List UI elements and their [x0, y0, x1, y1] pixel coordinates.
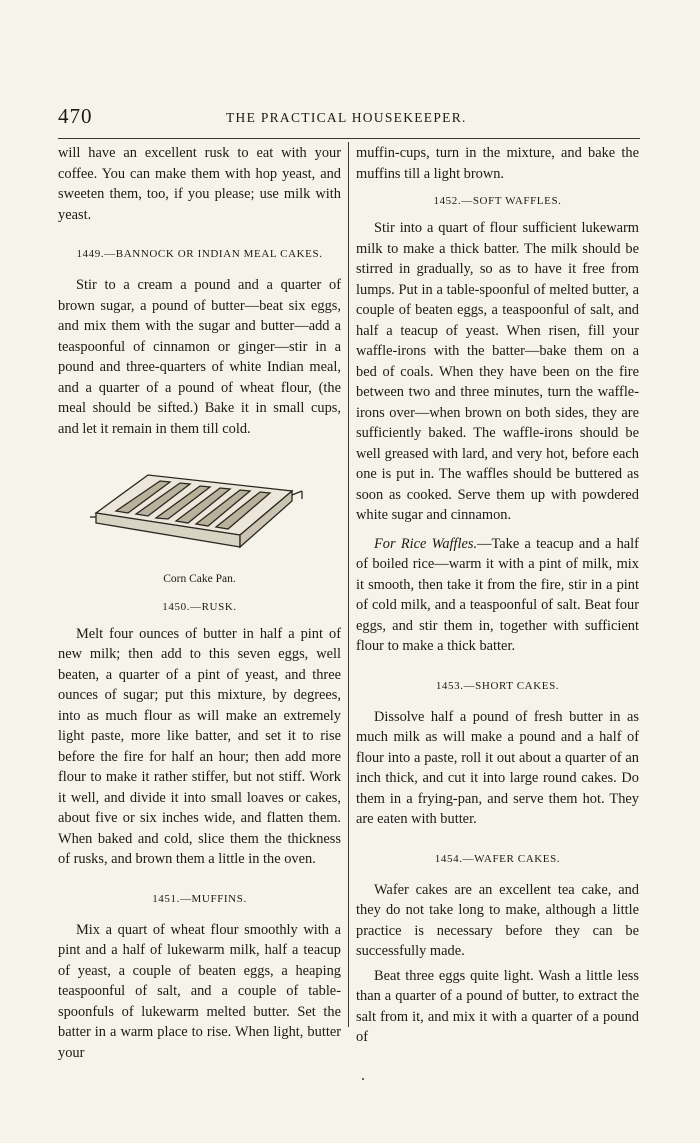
left-column: [58, 143, 341, 1063]
figure-caption: Corn Cake Pan.: [163, 573, 236, 585]
continued-paragraph: muffin-cups, turn in the mixture, and bake the muffins till a light brown.: [356, 145, 639, 182]
recipe-text-1454-b: Beat three eggs quite light. Wash a little less than a quarter of a pound of butter, to extract the salt from it, and mix it with a quarter of a pound of: [356, 967, 639, 1045]
recipe-text-1451: Mix a quart of wheat flour smoothly with a pint and a half of lukewarm milk, half a teacup of yeast, a couple of beaten eggs, a heaping teaspoonful of salt, and a couple of table-spoonfuls of lukewarm melted butter. Set the batter in a warm place to rise. When light, butter your: [58, 921, 341, 1061]
page-number: 470: [58, 104, 93, 128]
recipe-heading-1452: 1452.—SOFT WAFFLES.: [433, 195, 562, 207]
recipe-heading-1449: 1449.—BANNOCK OR INDIAN MEAL CAKES.: [76, 248, 323, 260]
page-header: [58, 104, 640, 132]
recipe-text-1453: Dissolve half a pound of fresh butter in as much milk as will make a pound and a half of flour into a paste, roll it out about a quarter of an inch thick, and cut it into large round cakes. Do them in a frying-pan, and serve them hot. They are eaten with butter.: [356, 708, 639, 827]
rice-waffles-paragraph: [356, 534, 639, 657]
print-speck: [362, 1078, 364, 1080]
rice-waffles-text: —Take a teacup and a half of boiled rice—warm it with a pint of milk, mix it smooth, then take it from the fire, stir in a pint of cold milk, and a teaspoonful of salt. Beat four eggs, and stir them in, together with sufficient flour to make a thick batter.: [356, 535, 639, 654]
recipe-heading-1450: 1450.—RUSK.: [162, 600, 237, 613]
recipe-heading-1454: 1454.—WAFER CAKES.: [434, 852, 561, 865]
recipe-text-1452: Stir into a quart of flour sufficient lukewarm milk to make a thick batter. The milk should be stirred in gradually, so as to have it free from lumps. Put in a table-spoonful of melted butter, a couple of beaten eggs, a teaspoonful of salt, and half a teacup of yeast. When risen, fill your waffle-irons with the batter—bake them on a bed of coals. When they have been on the fire between two and three minutes, turn the waffle-irons over—when brown on both sides, they are sufficiently baked. The waffle-irons should be well greased with lard, and very hot, before each one is put in. The waffles should be buttered as soon as cooked. Serve them up with powdered white sugar and cinnamon.: [356, 220, 639, 523]
recipe-text-1449: Stir to a cream a pound and a quarter of brown sugar, a pound of butter—beat six eggs, and mix them with the sugar and butter—add a teaspoonful of cinnamon or ginger—stir in a pound and three-quarters of white Indian meal, and a quarter of a pound of wheat flour, (the meal should be sifted.) Bake it in small cups, and let it remain in them till cold.: [58, 277, 341, 437]
running-head: THE PRACTICAL HOUSEKEEPER.: [226, 110, 467, 125]
right-column: [356, 143, 639, 1048]
column-divider: [348, 142, 349, 1027]
header-rule: [58, 138, 640, 139]
recipe-heading-1453: 1453.—SHORT CAKES.: [435, 679, 560, 692]
corn-cake-pan-illustration: [58, 453, 341, 565]
recipe-text-1450: Melt four ounces of butter in half a pint of new milk; then add to this seven eggs, well beaten, a quarter of a pint of yeast, and three ounces of sugar; put this mixture, by degrees, into as much flour as will make an extremely light paste, more like batter, and set it to rise before the fire for half an hour; then add more flour to make it rather stiffer, but not stiff. Work it well, and divide it into small loaves or cakes, about five or six inches wide, and flatten them. When baked and cold, slice them the thickness of rusks, and brown them a little in the oven.: [58, 625, 341, 867]
rice-waffles-title: For Rice Waffles.: [374, 535, 478, 552]
continued-paragraph: will have an excellent rusk to eat with your coffee. You can make them with hop yeast, and sweeten them, too, if you please; use milk with yeast.: [58, 145, 341, 223]
recipe-heading-1451: 1451.—MUFFINS.: [152, 892, 247, 905]
recipe-text-1454-a: Wafer cakes are an excellent tea cake, and they do not take long to make, although a little practice is necessary before they can be successfully made.: [356, 881, 639, 959]
